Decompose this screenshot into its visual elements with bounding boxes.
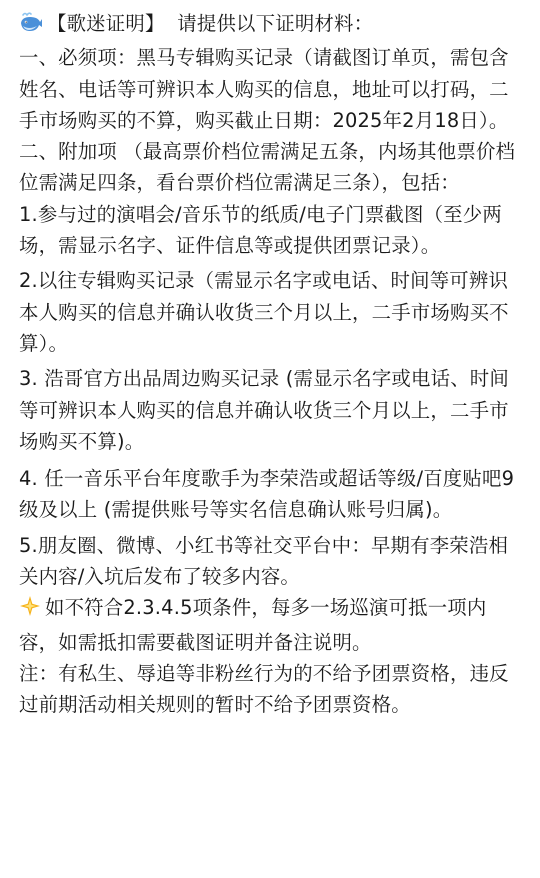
list-item-2: 2.以往专辑购买记录（需显示名字或电话、时间等可辨识本人购买的信息并确认收货三个月以上，二手市场购买不算）。	[19, 269, 509, 355]
list-item-5: 5.朋友圈、微博、小红书等社交平台中：早期有李荣浩相关内容/入坑后发布了较多内容。	[19, 533, 509, 589]
whale-icon	[19, 11, 43, 42]
header-intro: 请提供以下证明材料：	[177, 12, 374, 35]
footnote: 注：有私生、辱追等非粉丝行为的不给予团票资格，违反过前期活动相关规则的暂时不给予团票资格。	[19, 661, 509, 717]
list-item-3: 3. 浩哥官方出品周边购买记录 (需显示名字或电话、时间等可辨识本人购买的信息并确认收货三个月以上，二手市场购买不算)。	[19, 367, 509, 453]
sparkle-note-text: 如不符合2.3.4.5项条件，每多一场巡演可抵一项内容，如需抵扣需要截图证明并备注说明。	[19, 596, 487, 654]
sparkle-star-icon	[19, 595, 41, 626]
header-tag: 【歌迷证明】	[47, 12, 165, 35]
sparkle-note	[19, 592, 524, 658]
list-item-4: 4. 任一音乐平台年度歌手为李荣浩或超话等级/百度贴吧9级及以上 (需提供账号等实名信息确认账号归属)。	[19, 467, 515, 522]
list-item-1: 1.参与过的演唱会/音乐节的纸质/电子门票截图（至少两场，需显示名字、证件信息等或提供团票记录）。	[19, 202, 502, 258]
additional-section: 二、附加项 （最高票价档位需满足五条，内场其他票价档位需满足四条，看台票价档位需满足三条），包括：	[19, 140, 516, 195]
header-line	[19, 8, 524, 42]
document-body	[19, 8, 524, 721]
required-section: 一、必须项：黑马专辑购买记录（请截图订单页，需包含姓名、电话等可辨识本人购买的信息，地址可以打码，二手市场购买的不算，购买截止日期：2025年2月18日）。	[19, 46, 509, 132]
